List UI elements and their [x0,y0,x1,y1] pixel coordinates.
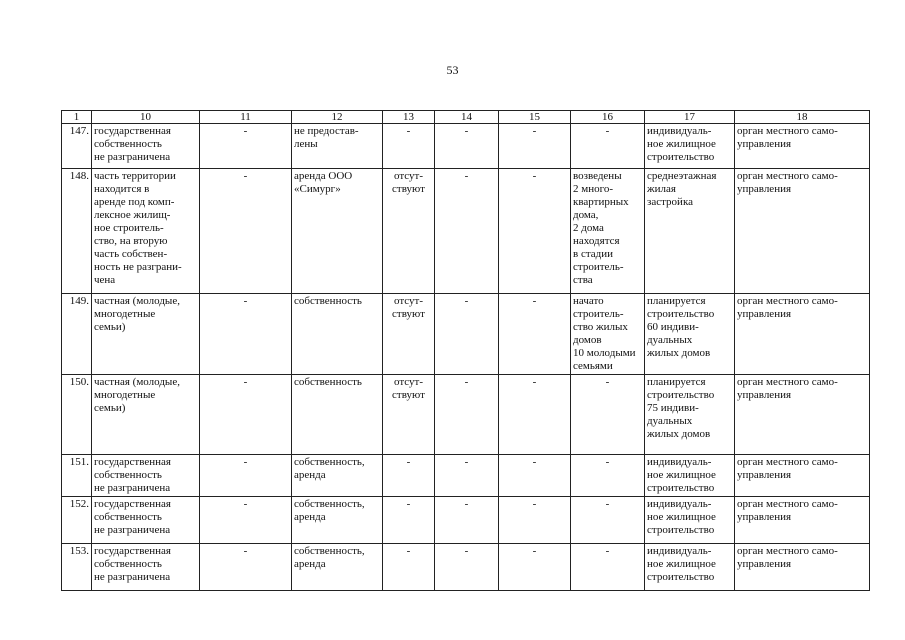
cell-line: государственная [94,456,171,468]
table-row [62,544,870,591]
cell-line: аренде под комп- [94,196,175,208]
cell-line: квартирных [573,196,629,208]
cell-line: государственная [94,498,171,510]
cell-line: лены [294,138,318,150]
cell-number: 152. [62,497,92,544]
cell-line: ствуют [392,183,425,195]
cell-line: ства [573,274,593,286]
header-cell-18: 18 [735,111,870,124]
cell-line: часть собствен- [94,248,168,260]
cell-col-15: - [499,294,571,375]
table-row [62,497,870,544]
cell-line: собственность [294,295,362,307]
cell-line: находятся [573,235,620,247]
cell-col-14: - [435,497,499,544]
cell-line: семьи) [94,402,126,414]
cell-col-13 [383,294,435,375]
cell-line: жилых домов [647,428,711,440]
cell-line: отсут- [393,295,423,307]
cell-line: орган местного само- [737,170,838,182]
cell-col-16 [571,294,645,375]
cell-line: часть территории [94,170,176,182]
cell-line: жилая [647,183,676,195]
header-cell-15: 15 [499,111,571,124]
cell-rights [292,544,383,591]
cell-line: управления [737,389,792,401]
cell-authority [735,497,870,544]
cell-col-11: - [200,294,292,375]
cell-rights [292,294,383,375]
cell-col-13 [383,544,435,591]
cell-line: - [406,125,411,137]
cell-col-15: - [499,455,571,497]
cell-line: орган местного само- [737,295,838,307]
header-row [62,111,870,124]
cell-col-14: - [435,124,499,169]
cell-line: 2 много- [573,183,613,195]
cell-ownership [92,455,200,497]
cell-line: орган местного само- [737,456,838,468]
cell-col-11: - [200,455,292,497]
table-row [62,455,870,497]
cell-line: 60 индиви- [647,321,699,333]
cell-line: дома, [573,209,599,221]
cell-col-13 [383,455,435,497]
cell-col-14: - [435,169,499,294]
land-plot-table [61,110,870,591]
cell-land-use [645,544,735,591]
cell-ownership [92,124,200,169]
cell-line: строительство [647,151,715,163]
header-cell-1: 1 [62,111,92,124]
cell-line: среднеэтажная [647,170,717,182]
cell-line: частная (молодые, [94,295,180,307]
cell-line: 2 дома [573,222,604,234]
cell-line: собственность [94,469,162,481]
cell-col-11: - [200,497,292,544]
cell-col-11: - [200,544,292,591]
cell-line: - [605,498,610,510]
cell-line: ствуют [392,308,425,320]
cell-col-16 [571,497,645,544]
cell-line: не разграничена [94,571,171,583]
cell-line: - [605,545,610,557]
cell-line: не разграничена [94,524,171,536]
cell-line: находится в [94,183,150,195]
cell-number: 151. [62,455,92,497]
header-cell-16: 16 [571,111,645,124]
header-cell-17: 17 [645,111,735,124]
header-cell-13: 13 [383,111,435,124]
cell-authority [735,375,870,455]
cell-line: строитель- [573,308,624,320]
cell-line: домов [573,334,602,346]
cell-line: собственность [294,376,362,388]
cell-line: индивидуаль- [647,125,712,137]
cell-line: многодетные [94,308,156,320]
cell-line: - [605,376,610,388]
cell-line: возведены [573,170,622,182]
cell-col-16 [571,124,645,169]
cell-line: строительство [647,482,715,494]
cell-ownership [92,294,200,375]
cell-line: управления [737,558,792,570]
cell-line: ное строитель- [94,222,164,234]
cell-line: управления [737,308,792,320]
cell-col-16 [571,375,645,455]
cell-line: - [605,125,610,137]
table-body [62,124,870,591]
cell-line: аренда [294,558,326,570]
cell-line: отсут- [393,170,423,182]
cell-line: собственность, [294,545,365,557]
cell-rights [292,375,383,455]
cell-col-15: - [499,544,571,591]
cell-authority [735,169,870,294]
cell-col-15: - [499,169,571,294]
cell-col-11: - [200,124,292,169]
header-cell-10: 10 [92,111,200,124]
cell-line: многодетные [94,389,156,401]
cell-rights [292,169,383,294]
cell-line: собственность, [294,498,365,510]
cell-line: индивидуаль- [647,545,712,557]
cell-line: дуальных [647,334,693,346]
table-header [62,111,870,124]
cell-line: орган местного само- [737,125,838,137]
cell-line: - [406,498,411,510]
header-cell-14: 14 [435,111,499,124]
cell-line: в стадии [573,248,614,260]
cell-line: ство, на вторую [94,235,168,247]
cell-line: собственность [94,138,162,150]
cell-ownership [92,497,200,544]
cell-line: не разграничена [94,482,171,494]
cell-line: семьи) [94,321,126,333]
cell-number: 148. [62,169,92,294]
cell-line: «Симург» [294,183,341,195]
cell-line: управления [737,138,792,150]
cell-line: дуальных [647,415,693,427]
cell-ownership [92,375,200,455]
cell-rights [292,124,383,169]
cell-line: аренда [294,469,326,481]
cell-number: 150. [62,375,92,455]
cell-line: строительство [647,571,715,583]
cell-authority [735,124,870,169]
cell-authority [735,455,870,497]
cell-line: ство жилых [573,321,628,333]
cell-line: аренда ООО [294,170,353,182]
cell-line: - [605,456,610,468]
cell-line: индивидуаль- [647,498,712,510]
cell-land-use [645,294,735,375]
cell-rights [292,455,383,497]
cell-authority [735,544,870,591]
cell-line: государственная [94,545,171,557]
cell-line: отсут- [393,376,423,388]
cell-line: жилых домов [647,347,711,359]
cell-line: собственность, [294,456,365,468]
header-cell-12: 12 [292,111,383,124]
cell-line: ствуют [392,389,425,401]
cell-line: - [406,456,411,468]
cell-col-14: - [435,294,499,375]
cell-line: не предостав- [294,125,359,137]
cell-land-use [645,375,735,455]
cell-line: государственная [94,125,171,137]
cell-ownership [92,169,200,294]
cell-line: 75 индиви- [647,402,699,414]
cell-line: управления [737,469,792,481]
cell-line: строительство [647,308,715,320]
cell-line: собственность [94,511,162,523]
table-row [62,375,870,455]
cell-col-13 [383,169,435,294]
cell-authority [735,294,870,375]
cell-col-15: - [499,124,571,169]
cell-line: лексное жилищ- [94,209,171,221]
cell-line: строительство [647,524,715,536]
cell-line: аренда [294,511,326,523]
cell-line: не разграничена [94,151,171,163]
cell-land-use [645,169,735,294]
cell-line: орган местного само- [737,545,838,557]
cell-line: управления [737,511,792,523]
cell-line: семьями [573,360,613,372]
cell-ownership [92,544,200,591]
cell-line: ность не разграни- [94,261,182,273]
table-row [62,169,870,294]
table-row [62,124,870,169]
cell-line: управления [737,183,792,195]
cell-col-16 [571,455,645,497]
table-row [62,294,870,375]
cell-col-16 [571,544,645,591]
cell-line: строительство [647,389,715,401]
cell-col-11: - [200,375,292,455]
cell-line: - [406,545,411,557]
cell-col-13 [383,497,435,544]
cell-line: орган местного само- [737,498,838,510]
cell-line: чена [94,274,116,286]
cell-land-use [645,124,735,169]
cell-line: начато [573,295,604,307]
cell-line: индивидуаль- [647,456,712,468]
cell-line: собственность [94,558,162,570]
cell-col-13 [383,124,435,169]
cell-line: частная (молодые, [94,376,180,388]
cell-line: планируется [647,376,706,388]
cell-col-16 [571,169,645,294]
cell-land-use [645,455,735,497]
header-cell-11: 11 [200,111,292,124]
cell-line: планируется [647,295,706,307]
cell-number: 153. [62,544,92,591]
cell-col-15: - [499,497,571,544]
cell-col-14: - [435,375,499,455]
cell-col-15: - [499,375,571,455]
cell-line: ное жилищное [647,558,716,570]
cell-col-11: - [200,169,292,294]
cell-col-13 [383,375,435,455]
cell-line: застройка [647,196,693,208]
cell-line: ное жилищное [647,138,716,150]
cell-line: ное жилищное [647,511,716,523]
cell-line: ное жилищное [647,469,716,481]
cell-line: орган местного само- [737,376,838,388]
cell-land-use [645,497,735,544]
cell-col-14: - [435,455,499,497]
cell-col-14: - [435,544,499,591]
cell-line: строитель- [573,261,624,273]
page-number: 53 [446,63,459,77]
cell-rights [292,497,383,544]
cell-number: 147. [62,124,92,169]
cell-line: 10 молодыми [573,347,636,359]
cell-number: 149. [62,294,92,375]
